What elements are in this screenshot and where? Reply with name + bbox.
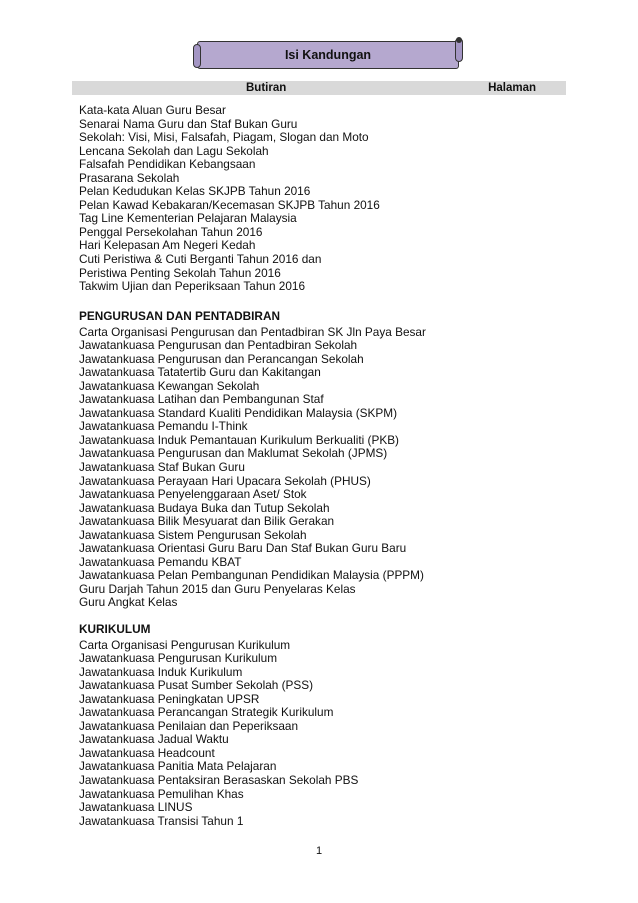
- toc-item: Lencana Sekolah dan Lagu Sekolah: [79, 143, 269, 158]
- column-header-halaman: Halaman: [488, 82, 536, 94]
- toc-item: Jawatankuasa Perayaan Hari Upacara Sekolah (PHUS): [79, 473, 371, 488]
- toc-item: Jawatankuasa Sistem Pengurusan Sekolah: [79, 527, 307, 542]
- table-header: [72, 81, 566, 95]
- toc-item: Penggal Persekolahan Tahun 2016: [79, 224, 263, 239]
- toc-item: Jawatankuasa Pengurusan dan Perancangan Sekolah: [79, 351, 364, 366]
- toc-item: Falsafah Pendidikan Kebangsaan: [79, 157, 256, 172]
- toc-item: Jawatankuasa Standard Kualiti Pendidikan Malaysia (SKPM): [79, 405, 398, 420]
- toc-item: Jawatankuasa Induk Pemantauan Kurikulum Berkualiti (PKB): [79, 432, 399, 447]
- toc-item: Jawatankuasa Penyelenggaraan Aset/ Stok: [79, 487, 307, 502]
- section-heading: KURIKULUM: [79, 622, 151, 636]
- toc-item: Jawatankuasa Induk Kurikulum: [79, 664, 243, 679]
- toc-item: Jawatankuasa Staf Bukan Guru: [79, 460, 245, 475]
- toc-item: Jawatankuasa Headcount: [79, 745, 215, 760]
- page-number: 1: [315, 845, 323, 857]
- toc-item: Hari Kelepasan Am Negeri Kedah: [79, 238, 256, 253]
- toc-item: Jawatankuasa Peningkatan UPSR: [79, 691, 260, 706]
- section-pengurusan-dan-pentadbiran: [79, 310, 559, 610]
- toc-item: Jawatankuasa Pemandu KBAT: [79, 554, 242, 569]
- toc-item: Jawatankuasa LINUS: [79, 800, 193, 815]
- toc-item: Jawatankuasa Latihan dan Pembangunan Staf: [79, 392, 324, 407]
- toc-item: Tag Line Kementerian Pelajaran Malaysia: [79, 211, 297, 226]
- toc-item: Jawatankuasa Perancangan Strategik Kurikulum: [79, 705, 334, 720]
- toc-item: Pelan Kawad Kebakaran/Kecemasan SKJPB Tahun 2016: [79, 197, 380, 212]
- section-general: [79, 104, 559, 294]
- toc-item: Pelan Kedudukan Kelas SKJPB Tahun 2016: [79, 184, 311, 199]
- column-header-butiran: Butiran: [246, 82, 287, 94]
- toc-item: Jawatankuasa Pemulihan Khas: [79, 786, 244, 801]
- page-title: Isi Kandungan: [284, 48, 372, 62]
- toc-item: Jawatankuasa Orientasi Guru Baru Dan Staf Bukan Guru Baru: [79, 541, 407, 556]
- title-banner: [197, 41, 459, 69]
- toc-item: Jawatankuasa Pengurusan dan Maklumat Sekolah (JPMS): [79, 446, 388, 461]
- toc-item: Jawatankuasa Budaya Buka dan Tutup Sekolah: [79, 500, 330, 515]
- section-heading: PENGURUSAN DAN PENTADBIRAN: [79, 309, 280, 323]
- toc-item: Senarai Nama Guru dan Staf Bukan Guru: [79, 116, 298, 131]
- toc-item: Jawatankuasa Pelan Pembangunan Pendidikan Malaysia (PPPM): [79, 568, 424, 583]
- toc-item: Peristiwa Penting Sekolah Tahun 2016: [79, 265, 281, 280]
- toc-item: Guru Angkat Kelas: [79, 595, 178, 610]
- toc-item: Jawatankuasa Penilaian dan Peperiksaan: [79, 718, 299, 733]
- toc-item: Jawatankuasa Jadual Waktu: [79, 732, 229, 747]
- toc-item: Jawatankuasa Pentaksiran Berasaskan Sekolah PBS: [79, 773, 359, 788]
- toc-item: Prasarana Sekolah: [79, 170, 180, 185]
- toc-item: Jawatankuasa Pusat Sumber Sekolah (PSS): [79, 678, 314, 693]
- toc-item: Sekolah: Visi, Misi, Falsafah, Piagam, Slogan dan Moto: [79, 130, 369, 145]
- toc-item: Jawatankuasa Pengurusan Kurikulum: [79, 651, 278, 666]
- section-kurikulum: [79, 623, 559, 828]
- toc-item: Jawatankuasa Kewangan Sekolah: [79, 378, 260, 393]
- toc-item: Jawatankuasa Bilik Mesyuarat dan Bilik Gerakan: [79, 514, 335, 529]
- toc-item: Cuti Peristiwa & Cuti Berganti Tahun 2016 dan: [79, 252, 322, 267]
- toc-item: Jawatankuasa Pemandu I-Think: [79, 419, 248, 434]
- toc-item: Jawatankuasa Transisi Tahun 1: [79, 813, 244, 828]
- toc-item: Carta Organisasi Pengurusan dan Pentadbiran SK Jln Paya Besar: [79, 324, 426, 339]
- toc-item: Guru Darjah Tahun 2015 dan Guru Penyelaras Kelas: [79, 581, 356, 596]
- toc-item: Jawatankuasa Panitia Mata Pelajaran: [79, 759, 277, 774]
- toc-item: Jawatankuasa Tatatertib Guru dan Kakitangan: [79, 365, 321, 380]
- toc-item: Kata-kata Aluan Guru Besar: [79, 103, 226, 117]
- toc-item: Jawatankuasa Pengurusan dan Pentadbiran Sekolah: [79, 338, 358, 353]
- toc-item: Carta Organisasi Pengurusan Kurikulum: [79, 637, 291, 652]
- toc-item: Takwim Ujian dan Peperiksaan Tahun 2016: [79, 279, 306, 294]
- scroll-curl-left: [193, 44, 201, 68]
- scroll-dot: [456, 37, 462, 43]
